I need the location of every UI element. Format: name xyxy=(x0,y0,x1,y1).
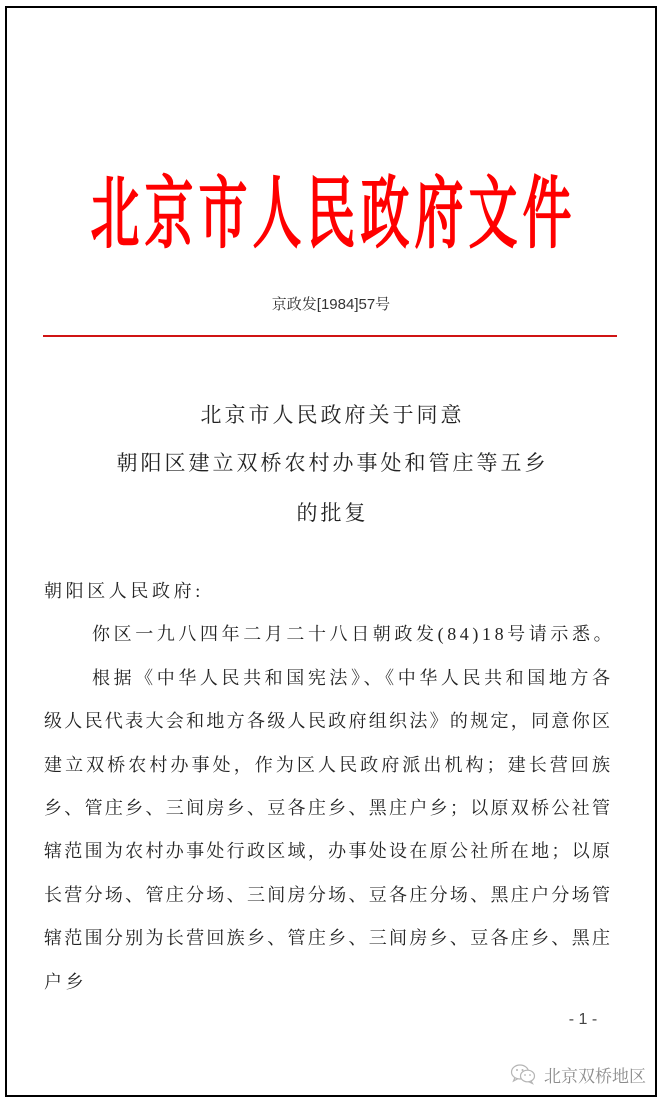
body-line: 建立双桥农村办事处，作为区人民政府派出机构；建长营回族 xyxy=(44,754,610,775)
heading-line-3: 的批复 xyxy=(296,501,369,525)
document-header-title: 北京市人民政府文件 xyxy=(90,171,577,259)
heading-line-1: 北京市人民政府关于同意 xyxy=(200,403,465,427)
salutation: 朝阳区人民政府: xyxy=(44,581,204,601)
document-body xyxy=(44,570,616,1004)
body-line: 长营分场、管庄分场、三间房分场、豆各庄分场、黑庄户分场管 xyxy=(44,884,610,905)
body-line: 你区一九八四年二月二十八日朝政发(84)18号请示悉。 xyxy=(92,624,616,645)
wechat-icon xyxy=(510,1063,536,1085)
body-line: 户乡 xyxy=(44,971,88,992)
red-divider-line xyxy=(43,335,617,337)
body-line: 乡、管庄乡、三间房乡、豆各庄乡、黑庄户乡；以原双桥公社管 xyxy=(44,797,610,818)
watermark-text: 北京双桥地区 xyxy=(544,1066,646,1086)
body-line: 辖范围分别为长营回族乡、管庄乡、三间房乡、豆各庄乡、黑庄 xyxy=(44,928,610,949)
heading-line-2: 朝阳区建立双桥农村办事处和管庄等五乡 xyxy=(116,451,549,475)
body-line: 辖范围为农村办事处行政区域，办事处设在原公社所在地；以原 xyxy=(44,841,610,862)
watermark xyxy=(510,1062,646,1086)
page-number: - 1 - xyxy=(568,1011,598,1028)
document-number: 京政发[1984]57号 xyxy=(271,296,391,313)
body-line: 根据《中华人民共和国宪法》、《中华人民共和国地方各 xyxy=(92,667,610,688)
body-line: 级人民代表大会和地方各级人民政府组织法》的规定，同意你区 xyxy=(44,711,610,732)
